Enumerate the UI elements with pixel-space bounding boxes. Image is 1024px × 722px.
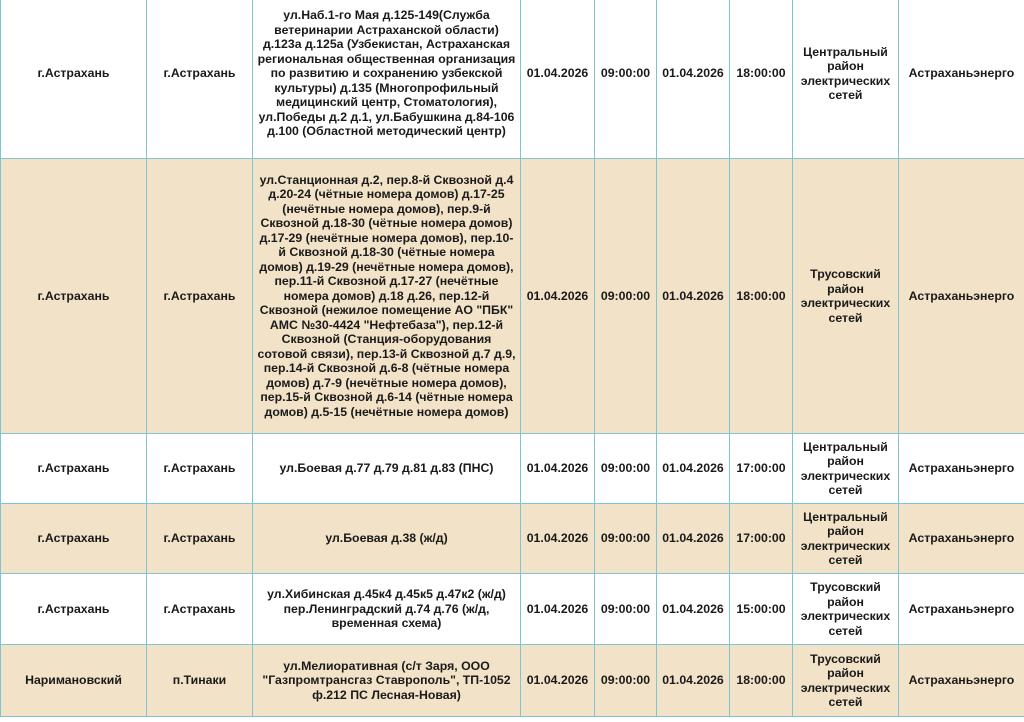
end-time-cell: 17:00:00: [730, 504, 793, 574]
table-row: [1, 504, 1024, 574]
network-cell: Центральный район электрических сетей: [793, 504, 899, 574]
start-date-cell: 01.04.2026: [521, 0, 595, 159]
start-date-cell: 01.04.2026: [521, 159, 595, 434]
district-cell: г.Астрахань: [1, 434, 147, 504]
locality-cell: г.Астрахань: [147, 159, 253, 434]
end-date-cell: 01.04.2026: [657, 0, 730, 159]
end-date-cell: 01.04.2026: [657, 645, 730, 717]
address-cell: ул.Хибинская д.45к4 д.45к5 д.47к2 (ж/д) пер.Ленинградский д.74 д.76 (ж/д, временная схема): [253, 574, 521, 645]
network-cell: Трусовский район электрических сетей: [793, 645, 899, 717]
address-cell: ул.Станционная д.2, пер.8-й Сквозной д.4 д.20-24 (чётные номера домов) д.17-25 (нечётные номера домов), пер.9-й Сквозной д.18-30 (чётные номера домов) д.17-29 (нечётные номера домов), пер.10-й Сквозной д.18-30 (чётные номера домов) д.19-29 (нечётные номера домов), пер.11-й Сквозной д.17-27 (нечётные номера домов) д.18 д.26, пер.12-й Сквозной (нежилое помещение АО "ПБК" АМС №30-4424 "Нефтебаза"), пер.12-й Сквозной (Станция-оборудования сотовой связи), пер.13-й Сквозной д.7 д.9, пер.14-й Сквозной д.6-8 (чётные номера домов) д.7-9 (нечётные номера домов), пер.15-й Сквозной д.6-14 (чётные номера домов) д.5-15 (нечётные номера домов): [253, 159, 521, 434]
company-cell: Астраханьэнерго: [899, 645, 1024, 717]
start-date-cell: 01.04.2026: [521, 434, 595, 504]
end-time-cell: 17:00:00: [730, 434, 793, 504]
end-time-cell: 15:00:00: [730, 574, 793, 645]
district-cell: г.Астрахань: [1, 504, 147, 574]
start-time-cell: 09:00:00: [595, 0, 657, 159]
table-row: [1, 645, 1024, 717]
end-date-cell: 01.04.2026: [657, 434, 730, 504]
locality-cell: п.Тинаки: [147, 645, 253, 717]
start-time-cell: 09:00:00: [595, 504, 657, 574]
table-row: [1, 0, 1024, 159]
network-cell: Центральный район электрических сетей: [793, 434, 899, 504]
end-time-cell: 18:00:00: [730, 159, 793, 434]
end-time-cell: 18:00:00: [730, 0, 793, 159]
address-cell: ул.Боевая д.38 (ж/д): [253, 504, 521, 574]
start-time-cell: 09:00:00: [595, 574, 657, 645]
company-cell: Астраханьэнерго: [899, 574, 1024, 645]
company-cell: Астраханьэнерго: [899, 434, 1024, 504]
table-row: [1, 574, 1024, 645]
locality-cell: г.Астрахань: [147, 574, 253, 645]
table-row: [1, 434, 1024, 504]
company-cell: Астраханьэнерго: [899, 159, 1024, 434]
district-cell: Наримановский: [1, 645, 147, 717]
start-date-cell: 01.04.2026: [521, 504, 595, 574]
end-date-cell: 01.04.2026: [657, 159, 730, 434]
locality-cell: г.Астрахань: [147, 434, 253, 504]
start-time-cell: 09:00:00: [595, 645, 657, 717]
network-cell: Центральный район электрических сетей: [793, 0, 899, 159]
start-time-cell: 09:00:00: [595, 434, 657, 504]
locality-cell: г.Астрахань: [147, 504, 253, 574]
end-time-cell: 18:00:00: [730, 645, 793, 717]
start-date-cell: 01.04.2026: [521, 574, 595, 645]
network-cell: Трусовский район электрических сетей: [793, 574, 899, 645]
end-date-cell: 01.04.2026: [657, 504, 730, 574]
address-cell: ул.Наб.1-го Мая д.125-149(Служба ветеринарии Астраханской области) д.123а д.125а (Узбекистан, Астраханская региональная общественная организация по развитию и сохранению узбекской культуры) д.135 (Многопрофильный медицинский центр, Стоматология), ул.Победы д.2 д.1, ул.Бабушкина д.84-106 д.100 (Областной методический центр): [253, 0, 521, 159]
end-date-cell: 01.04.2026: [657, 574, 730, 645]
company-cell: Астраханьэнерго: [899, 504, 1024, 574]
company-cell: Астраханьэнерго: [899, 0, 1024, 159]
start-time-cell: 09:00:00: [595, 159, 657, 434]
locality-cell: г.Астрахань: [147, 0, 253, 159]
start-date-cell: 01.04.2026: [521, 645, 595, 717]
district-cell: г.Астрахань: [1, 0, 147, 159]
address-cell: ул.Мелиоративная (с/т Заря, ООО "Газпромтрансгаз Ставрополь", ТП-1052 ф.212 ПС Лесная-Новая): [253, 645, 521, 717]
district-cell: г.Астрахань: [1, 159, 147, 434]
network-cell: Трусовский район электрических сетей: [793, 159, 899, 434]
district-cell: г.Астрахань: [1, 574, 147, 645]
address-cell: ул.Боевая д.77 д.79 д.81 д.83 (ПНС): [253, 434, 521, 504]
table-row: [1, 159, 1024, 434]
